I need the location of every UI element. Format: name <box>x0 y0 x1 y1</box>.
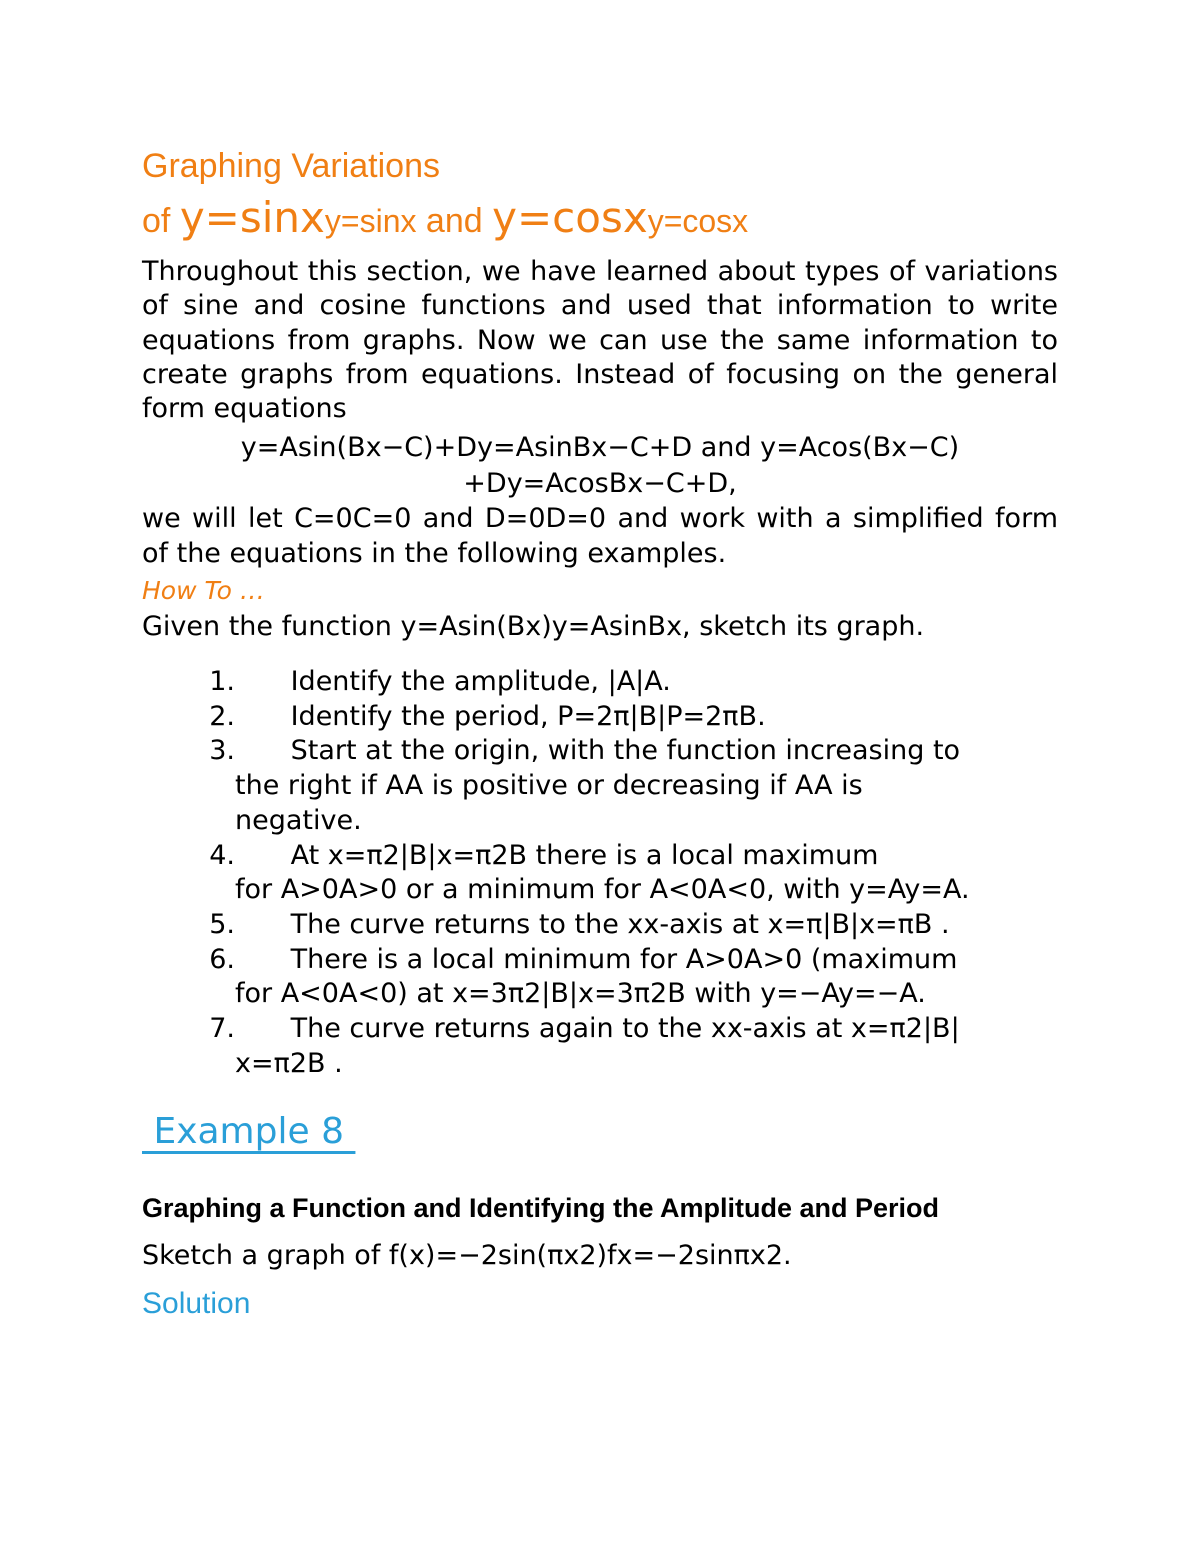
step-item <box>142 839 1058 908</box>
title-equation-sin-small: y=sinx <box>324 203 417 239</box>
step-text: There is a local minimum for A>0A>0 (maximum <box>290 943 958 975</box>
step-text: At x=π2|B|x=π2B there is a local maximum <box>290 839 879 871</box>
step-number: 5. <box>209 909 235 940</box>
step-item <box>142 665 1058 700</box>
section-title: Graphing Variations <box>142 147 440 185</box>
step-text: Identify the amplitude, |A|A. <box>290 666 671 698</box>
title-equation-cos-large: y=cosx <box>492 193 648 242</box>
step-text-continued: negative. <box>235 804 362 836</box>
section-title-line-1 <box>142 140 1058 192</box>
step-item <box>142 943 1058 1012</box>
simplify-paragraph: we will let C=0C=0 and D=0D=0 and work with a simplified form of the equations in the following examples. <box>142 503 1058 569</box>
step-number: 1. <box>209 666 235 698</box>
how-to-heading: How To … <box>142 576 265 606</box>
section-title-line-2 <box>142 192 1058 247</box>
intro-paragraph: Throughout this section, we have learned about types of variations of sine and cosine functions and used that information to write equations from graphs. Now we can use the same information to create graphs from equations. Instead of focusing on the general form equations <box>142 256 1058 425</box>
step-number: 2. <box>209 700 235 732</box>
example-task: Sketch a graph of f(x)=−2sin(πx2)fx=−2sinπx2. <box>142 1239 792 1271</box>
step-text-continued: for A>0A>0 or a minimum for A<0A<0, with y=Ay=A. <box>235 874 970 906</box>
step-text-continued: x=π2B . <box>235 1047 343 1079</box>
title-equation-cos-small: y=cosx <box>647 203 749 239</box>
general-form-equations <box>142 430 1058 502</box>
step-number: 3. <box>209 735 235 767</box>
title-of: of <box>142 202 180 240</box>
step-item <box>142 700 1058 735</box>
step-text: The curve returns again to the xx-axis at x=π2|B| <box>290 1013 960 1045</box>
general-form-equation-line-1: y=Asin(Bx−C)+Dy=AsinBx−C+D and y=Acos(Bx−C) <box>240 432 960 464</box>
solution-heading: Solution <box>142 1286 251 1320</box>
step-text-continued: the right if AA is positive or decreasing if AA is <box>235 770 863 802</box>
title-equation-sin-large: y=sinx <box>179 193 325 242</box>
example-heading-link[interactable]: Example 8 <box>142 1110 356 1152</box>
step-text: Start at the origin, with the function increasing to <box>290 735 961 767</box>
step-number: 6. <box>209 943 235 975</box>
document-page <box>142 140 1058 1324</box>
title-and: and <box>416 202 493 240</box>
given-function-text: Given the function y=Asin(Bx)y=AsinBx, sketch its graph. <box>142 611 925 643</box>
step-text-continued: for A<0A<0) at x=3π2|B|x=3π2B with y=−Ay=−A. <box>235 978 926 1010</box>
step-item <box>142 734 1058 838</box>
step-item <box>142 908 1058 943</box>
general-form-equation-line-2: +Dy=AcosBx−C+D, <box>463 468 737 500</box>
step-item <box>142 1012 1058 1081</box>
step-number: 4. <box>209 839 235 871</box>
step-text: The curve returns to the xx-axis at x=π|B|x=πB . <box>290 909 950 940</box>
steps-list <box>142 665 1058 1081</box>
step-text: Identify the period, P=2π|B|P=2πB. <box>290 700 766 732</box>
step-number: 7. <box>209 1013 235 1045</box>
example-subtitle: Graphing a Function and Identifying the Amplitude and Period <box>142 1192 940 1223</box>
